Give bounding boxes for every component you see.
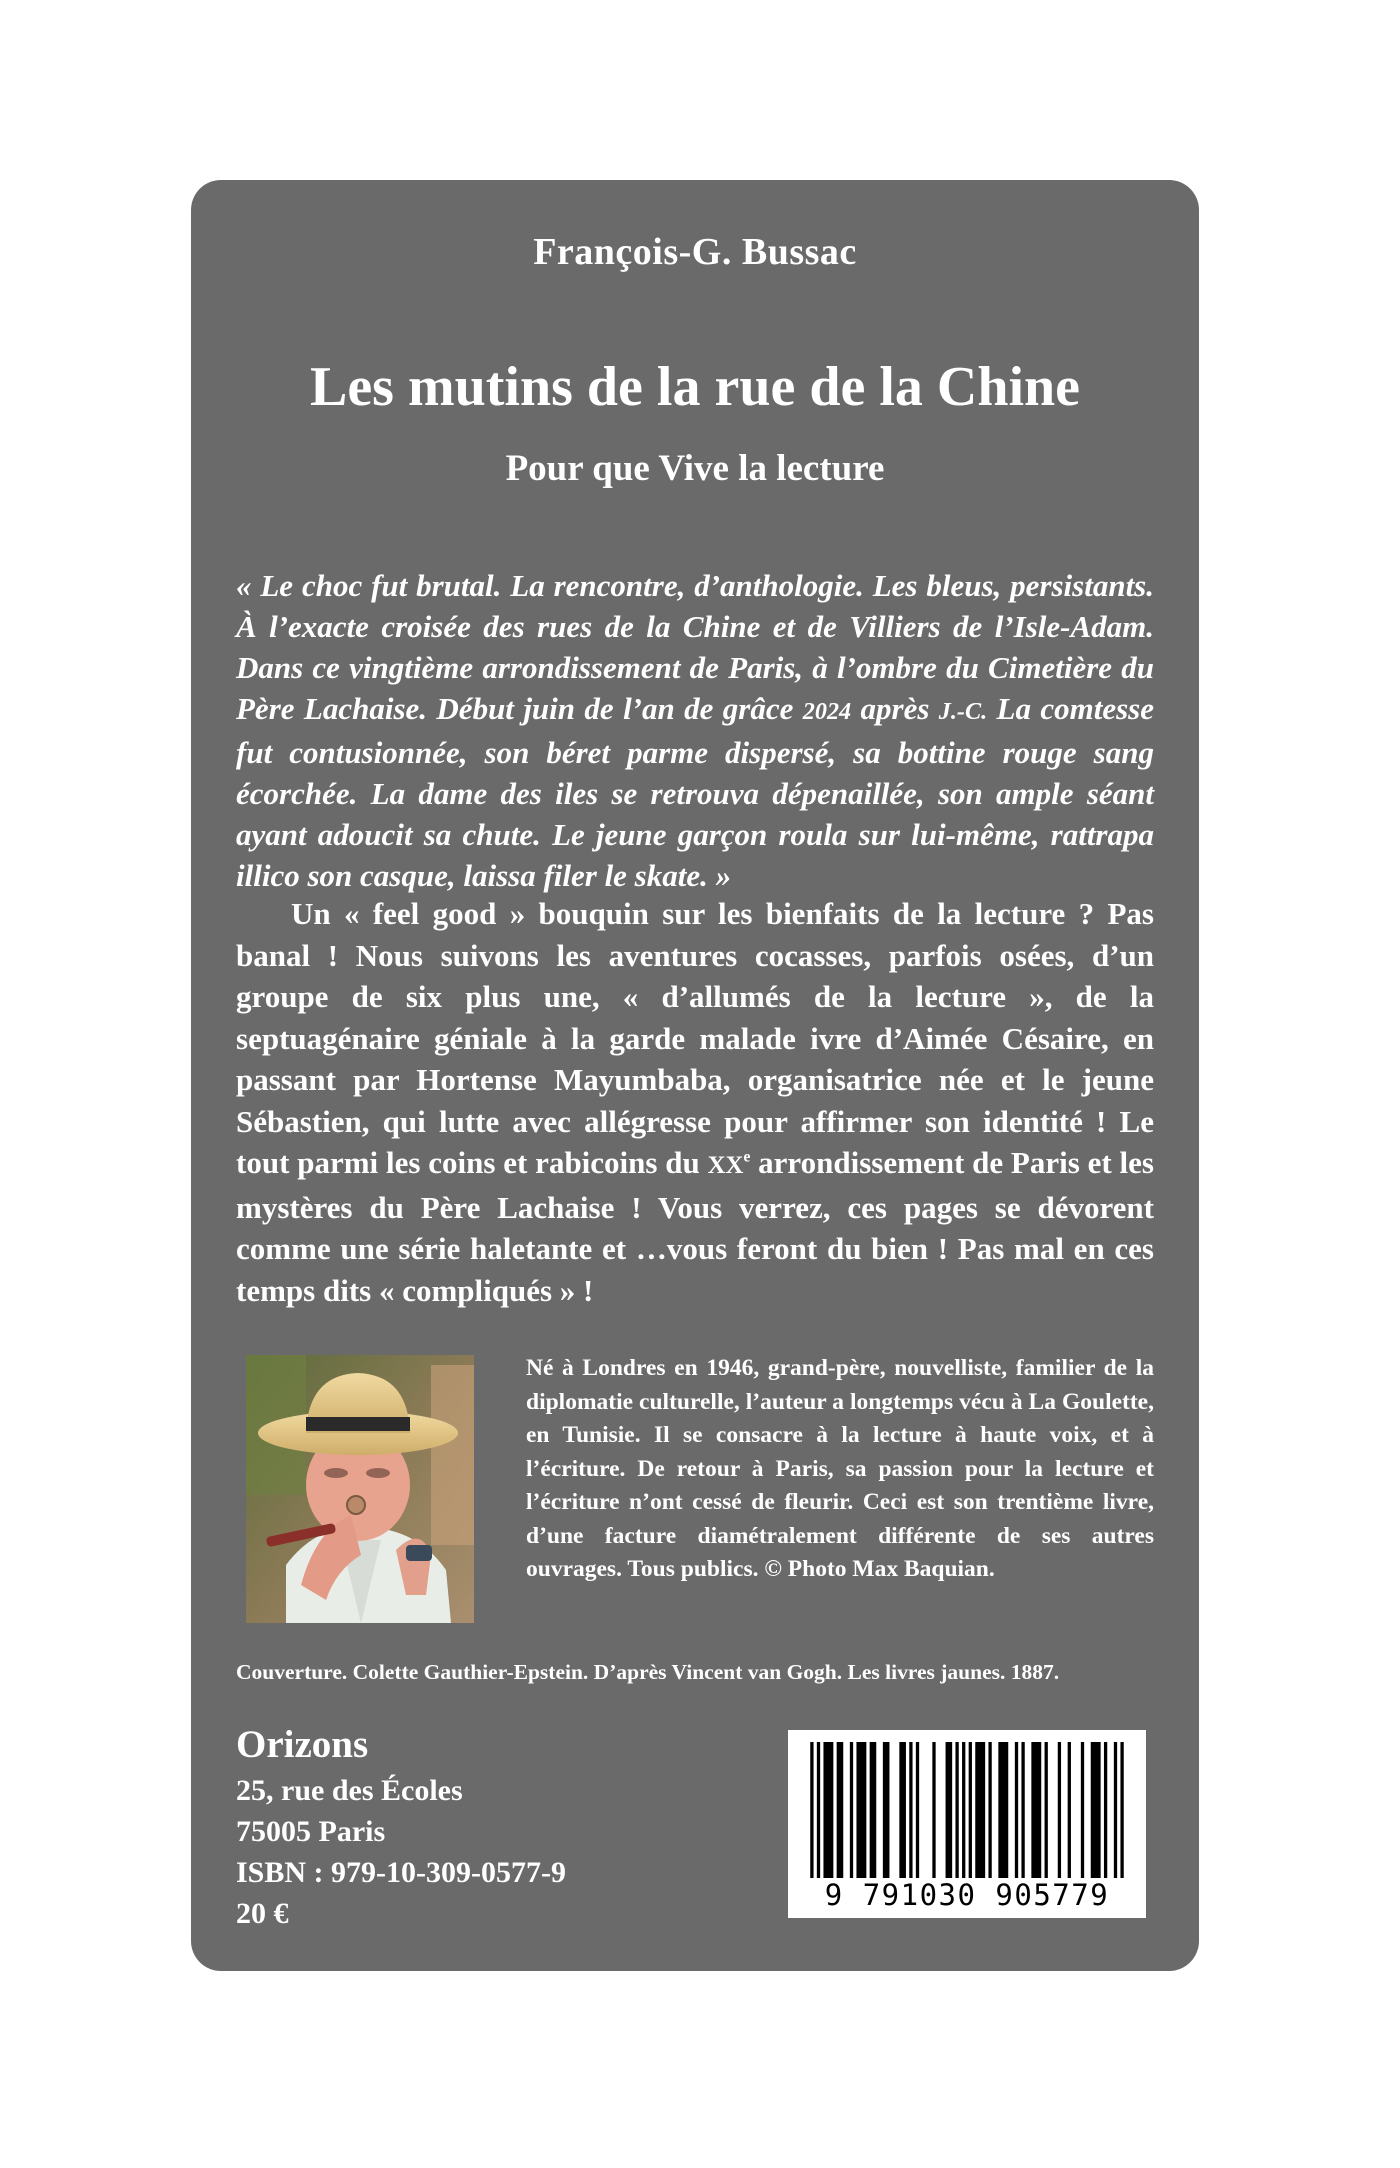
barcode-bar (817, 1742, 820, 1878)
barcode-bar (988, 1742, 991, 1878)
barcode-bar (850, 1742, 853, 1878)
barcode-digits: 9 791030 905779 (824, 1878, 1110, 1912)
barcode-bar (856, 1742, 866, 1878)
publisher-city: 75005 Paris (236, 1815, 386, 1848)
barcode-bar (883, 1742, 890, 1878)
publisher-address: 25, rue des Écoles (236, 1774, 463, 1807)
barcode-bar (810, 1742, 813, 1878)
barcode-bar (1114, 1742, 1117, 1878)
barcode-bar (1045, 1742, 1048, 1878)
cover-credit: Couverture. Colette Gauthier-Epstein. D’après Vincent van Gogh. Les livres jaunes. 1887. (236, 1660, 1060, 1684)
author-photo (246, 1355, 474, 1623)
quote-year: 2024 (802, 698, 852, 725)
barcode-bar (823, 1742, 833, 1878)
blurb-century-sup: e (743, 1148, 751, 1166)
barcode-bar (1081, 1742, 1084, 1878)
barcode-bar (955, 1742, 958, 1878)
blurb-text-2: arrondissement de Paris et les mystères du Père Lachaise ! Vous verrez, ces pages se dévorent comme une série haletante et …vous feront du bien ! Pas mal en ces temps dits « compliqués » ! (236, 1145, 1154, 1308)
barcode-bar (946, 1742, 953, 1878)
blurb-paragraph (236, 893, 1154, 1311)
quote-text-3: La comtesse fut contusionnée, son béret parme dispersé, sa bottine rouge sang écorchée. La dame des iles se retrouva dépenaillée, son ample séant ayant adoucit sa chute. Le jeune garçon roula sur lui-même, rattrapa illico son casque, laissa filer le skate. » (236, 691, 1154, 893)
excerpt-quote (236, 565, 1154, 896)
barcode-bar (1021, 1742, 1024, 1878)
barcode-bar (962, 1742, 965, 1878)
barcode-bar (998, 1742, 1008, 1878)
barcode-bar (1068, 1742, 1071, 1878)
blurb-text-1: Un « feel good » bouquin sur les bienfaits de la lecture ? Pas banal ! Nous suivons les aventures cocasses, parfois osées, d’un groupe de six plus une, « d’allumés de la lecture », de la septuagénaire géniale à la garde malade ivre d’Aimée Césaire, en passant par Hortense Mayumbaba, organisatrice née et le jeune Sébastien, qui lutte avec allégresse pour affirmer son identité ! Le tout parmi les coins et rabicoins du (236, 896, 1154, 1180)
barcode-bar (1104, 1742, 1107, 1878)
book-subtitle: Pour que Vive la lecture (505, 448, 885, 489)
barcode-bar (1015, 1742, 1018, 1878)
publisher-name: Orizons (236, 1723, 369, 1766)
barcode-bar (1058, 1742, 1061, 1878)
barcode-bar (899, 1742, 906, 1878)
book-title: Les mutins de la rue de la Chine (309, 356, 1081, 418)
barcode-bar (1120, 1742, 1123, 1878)
author-bio: Né à Londres en 1946, grand-père, nouvelliste, familier de la diplomatie culturelle, l’auteur a longtemps vécu à La Goulette, en Tunisie. Il se consacre à la lecture à haute voix, et à l’écriture. De retour à Paris, sa passion pour la lecture et l’écriture n’ont cessé de fleurir. Ceci est son trentième livre, d’une facture diamétralement différente de ses autres ouvrages. Tous publics. © Photo Max Baquian. (526, 1355, 1154, 1582)
author-name: François-G. Bussac (533, 231, 857, 273)
publisher-block (236, 1720, 566, 1934)
quote-era: J.-C. (938, 698, 988, 725)
barcode-bar (932, 1742, 935, 1878)
quote-text-1: « Le choc fut brutal. La rencontre, d’anthologie. Les bleus, persistants. À l’exacte croisée des rues de la Chine et de Villiers de l’Isle-Adam. Dans ce vingtième arrondissement de Paris, à l’ombre du Cimetière du Père Lachaise. Début juin de l’an de grâce (236, 568, 1154, 726)
barcode (788, 1730, 1146, 1918)
barcode-bar (1031, 1742, 1041, 1878)
barcode-bar (837, 1742, 844, 1878)
barcode-bar (969, 1742, 972, 1878)
barcode-bar (870, 1742, 877, 1878)
barcode-bar (916, 1742, 919, 1878)
price: 20 € (236, 1897, 289, 1930)
blurb-century: XX (707, 1152, 744, 1179)
isbn: ISBN : 979-10-309-0577-9 (236, 1856, 566, 1889)
quote-text-2: après (851, 691, 939, 726)
back-cover-panel (191, 180, 1199, 1971)
barcode-bar (975, 1742, 985, 1878)
barcode-bar (909, 1742, 912, 1878)
barcode-bar (1091, 1742, 1101, 1878)
